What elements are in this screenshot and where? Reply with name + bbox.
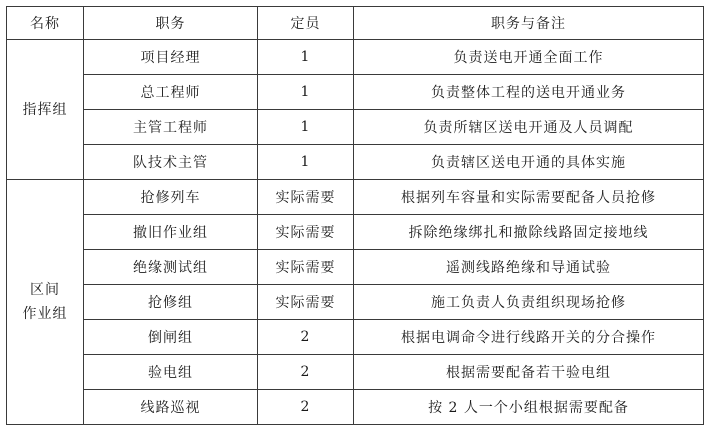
count-cell: 2: [258, 390, 354, 425]
count-cell: 1: [258, 145, 354, 180]
count-cell: 1: [258, 75, 354, 110]
group-name-section-work: [7, 180, 84, 425]
note-cell: 根据列车容量和实际需要配备人员抢修: [354, 180, 704, 215]
table-row: [7, 320, 704, 355]
role-cell: 项目经理: [84, 40, 258, 75]
count-cell: 实际需要: [258, 180, 354, 215]
group-name-line: 指挥组: [22, 101, 68, 118]
count-cell: 2: [258, 355, 354, 390]
role-cell: 主管工程师: [84, 110, 258, 145]
header-name: 名称: [7, 7, 84, 40]
note-cell: 按 2 人一个小组根据需要配备: [354, 390, 704, 425]
table-row: [7, 110, 704, 145]
note-cell: 负责整体工程的送电开通业务: [354, 75, 704, 110]
role-cell: 倒闸组: [84, 320, 258, 355]
count-cell: 2: [258, 320, 354, 355]
count-cell: 1: [258, 110, 354, 145]
table-header-row: [7, 7, 704, 40]
table-row: [7, 355, 704, 390]
table-row: [7, 250, 704, 285]
note-cell: 根据电调命令进行线路开关的分合操作: [354, 320, 704, 355]
table-row: [7, 75, 704, 110]
count-cell: 实际需要: [258, 250, 354, 285]
table-row: [7, 390, 704, 425]
role-cell: 线路巡视: [84, 390, 258, 425]
group-name-line: 作业组: [22, 306, 68, 322]
note-cell: 遥测线路绝缘和导通试验: [354, 250, 704, 285]
note-cell: 负责所辖区送电开通及人员调配: [354, 110, 704, 145]
note-cell: 拆除绝缘绑扎和撤除线路固定接地线: [354, 215, 704, 250]
count-cell: 实际需要: [258, 285, 354, 320]
note-cell: 负责辖区送电开通的具体实施: [354, 145, 704, 180]
header-role: 职务: [84, 7, 258, 40]
table-row: [7, 215, 704, 250]
role-cell: 抢修列车: [84, 180, 258, 215]
group-name-command: [7, 40, 84, 180]
role-cell: 验电组: [84, 355, 258, 390]
note-cell: 负责送电开通全面工作: [354, 40, 704, 75]
group-name-line: 区间: [30, 282, 60, 298]
role-cell: 队技术主管: [84, 145, 258, 180]
header-note: 职务与备注: [354, 7, 704, 40]
header-count: 定员: [258, 7, 354, 40]
count-cell: 1: [258, 40, 354, 75]
count-cell: 实际需要: [258, 215, 354, 250]
table-row: [7, 40, 704, 75]
role-cell: 撤旧作业组: [84, 215, 258, 250]
note-cell: 根据需要配备若干验电组: [354, 355, 704, 390]
role-cell: 绝缘测试组: [84, 250, 258, 285]
note-cell: 施工负责人负责组织现场抢修: [354, 285, 704, 320]
table-row: [7, 285, 704, 320]
table-row: [7, 145, 704, 180]
table-row: [7, 180, 704, 215]
role-cell: 总工程师: [84, 75, 258, 110]
role-cell: 抢修组: [84, 285, 258, 320]
staffing-table: [6, 6, 704, 425]
